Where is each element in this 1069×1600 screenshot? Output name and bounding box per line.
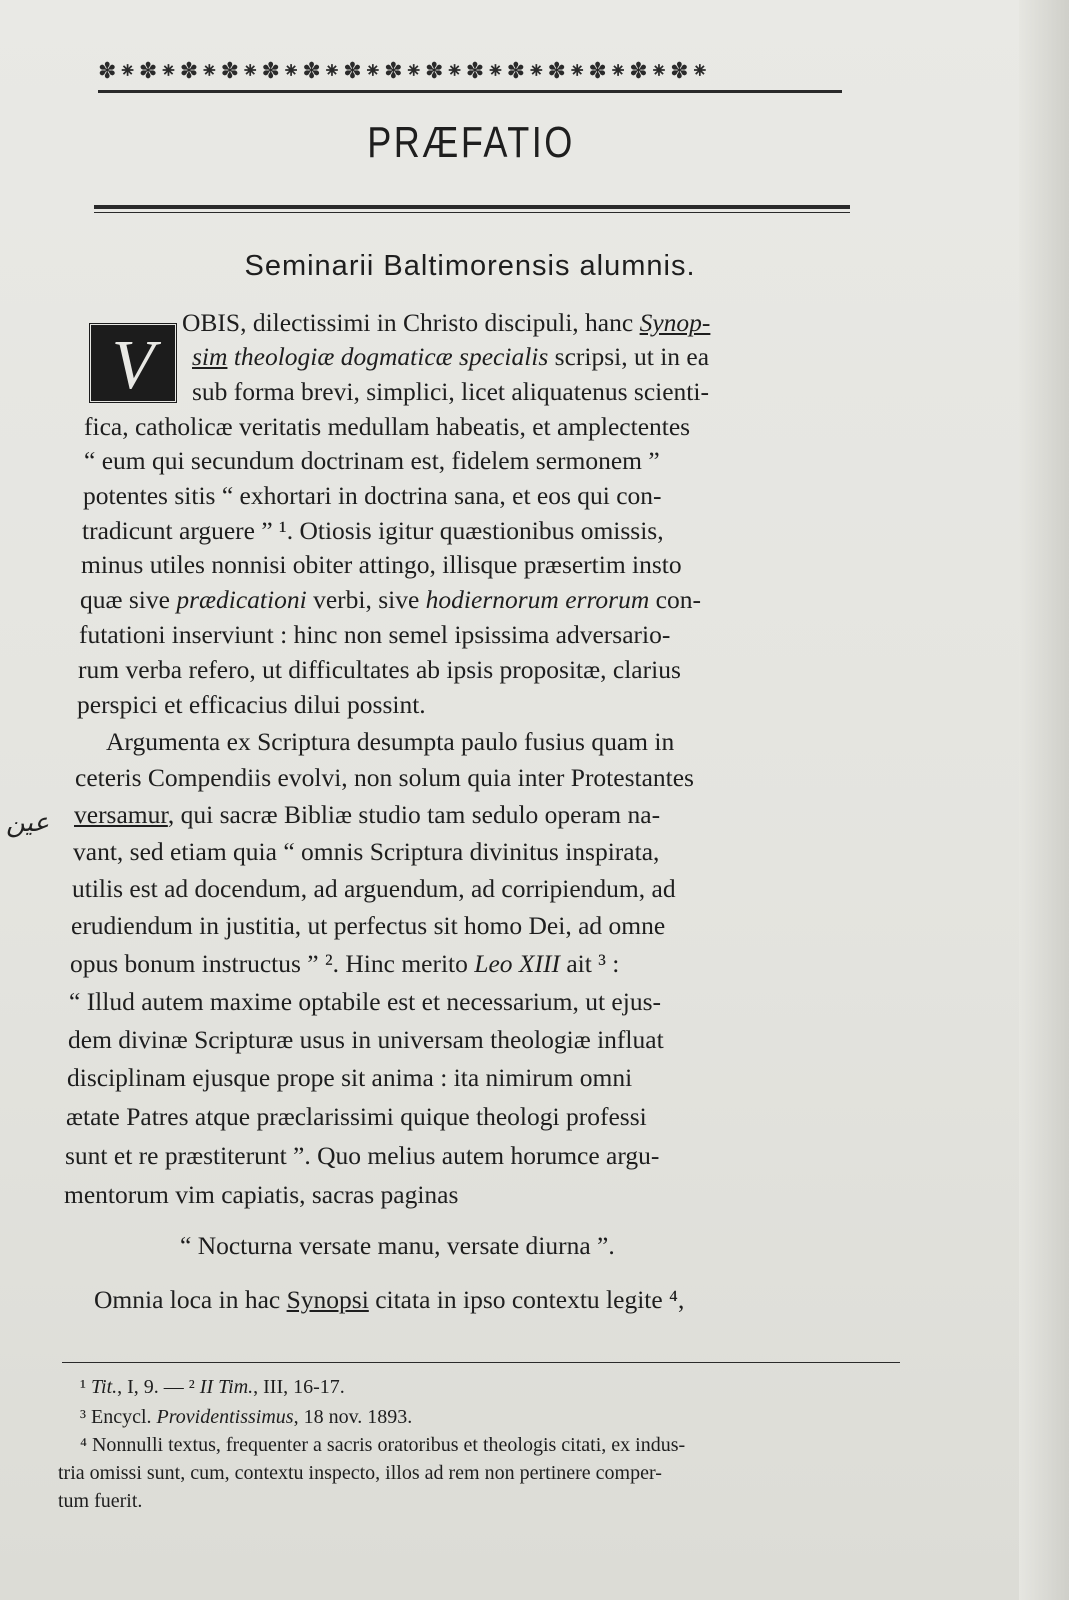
- footnote-4-line: tria omissi sunt, cum, contextu inspecto, illos ad rem non pertinere comper-: [58, 1462, 662, 1484]
- text-line: “ eum qui secundum doctrinam est, fidelem sermonem ”: [84, 446, 660, 475]
- dedication-heading: Seminarii Baltimorensis alumnis.: [244, 250, 696, 282]
- text-line: mentorum vim capiatis, sacras paginas: [64, 1180, 459, 1209]
- text-line: minus utiles nonnisi obiter attingo, illisque præsertim insto: [81, 550, 682, 579]
- floral-ornament-band: ✽⁕✽⁕✽⁕✽⁕✽⁕✽⁕✽⁕✽⁕✽⁕✽⁕✽⁕✽⁕✽⁕✽⁕✽⁕: [98, 58, 712, 83]
- text-line: rum verba refero, ut difficultates ab ipsis propositæ, clarius: [78, 655, 681, 684]
- handwritten-margin-note: عين: [6, 808, 50, 837]
- text-line: quæ sive prædicationi verbi, sive hodiernorum errorum con-: [80, 585, 701, 614]
- text-line: perspici et efficacius dilui possint.: [77, 690, 426, 719]
- text-line: Omnia loca in hac Synopsi citata in ipso contextu legite ⁴,: [94, 1285, 685, 1314]
- text-line: versamur, qui sacræ Bibliæ studio tam sedulo operam na-: [74, 800, 661, 829]
- footnote-1-2: ¹ Tit., I, 9. — ² II Tim., III, 16-17.: [80, 1376, 345, 1398]
- text-line: sunt et re præstiterunt ”. Quo melius autem horumce argu-: [65, 1141, 660, 1170]
- text-line: “ Illud autem maxime optabile est et necessarium, ut ejus-: [69, 987, 661, 1016]
- page-title: PRÆFATIO: [367, 118, 575, 167]
- text-line: opus bonum instructus ” ². Hinc merito Leo XIII ait ³ :: [70, 949, 620, 978]
- text-line: Argumenta ex Scriptura desumpta paulo fusius quam in: [106, 727, 675, 756]
- text-line: potentes sitis “ exhortari in doctrina sana, et eos qui con-: [83, 481, 662, 510]
- text-line: fica, catholicæ veritatis medullam habeatis, et amplectentes: [84, 412, 691, 441]
- text-line: sub forma brevi, simplici, licet aliquatenus scienti-: [192, 377, 709, 406]
- decorated-initial-letter: V: [88, 322, 178, 404]
- text-line: dem divinæ Scripturæ usus in universam theologiæ influat: [68, 1025, 664, 1054]
- footnote-4-line: ⁴ Nonnulli textus, frequenter a sacris oratoribus et theologis citati, ex indus-: [80, 1434, 686, 1456]
- title-rule-thick: [94, 205, 850, 209]
- text-line: tradicunt arguere ” ¹. Otiosis igitur quæstionibus omissis,: [82, 516, 664, 545]
- text-line: OBIS, dilectissimi in Christo discipuli, hanc Synop-: [182, 308, 711, 337]
- text-line: erudiendum in justitia, ut perfectus sit homo Dei, ad omne: [71, 911, 666, 940]
- text-line: sim theologiæ dogmaticæ specialis scripsi, ut in ea: [192, 342, 710, 371]
- ornament-rule: [98, 90, 842, 93]
- text-line: futationi inserviunt : hinc non semel ipsissima adversario-: [79, 620, 671, 649]
- footnote-4-line: tum fuerit.: [58, 1490, 143, 1512]
- footnote-rule: [62, 1362, 900, 1363]
- text-line: disciplinam ejusque prope sit anima : ita nimirum omni: [67, 1063, 633, 1092]
- title-rule-thin: [94, 212, 850, 213]
- text-line: ceteris Compendiis evolvi, non solum quia inter Protestantes: [75, 763, 694, 792]
- text-line: utilis est ad docendum, ad arguendum, ad corripiendum, ad: [72, 874, 676, 903]
- verse-quotation: “ Nocturna versate manu, versate diurna ”.: [180, 1231, 615, 1260]
- page-edge-shadow: [1019, 0, 1069, 1600]
- footnote-3: ³ Encycl. Providentissimus, 18 nov. 1893.: [80, 1406, 413, 1428]
- text-line: ætate Patres atque præclarissimi quique theologi professi: [66, 1102, 647, 1131]
- text-line: vant, sed etiam quia “ omnis Scriptura divinitus inspirata,: [73, 837, 660, 866]
